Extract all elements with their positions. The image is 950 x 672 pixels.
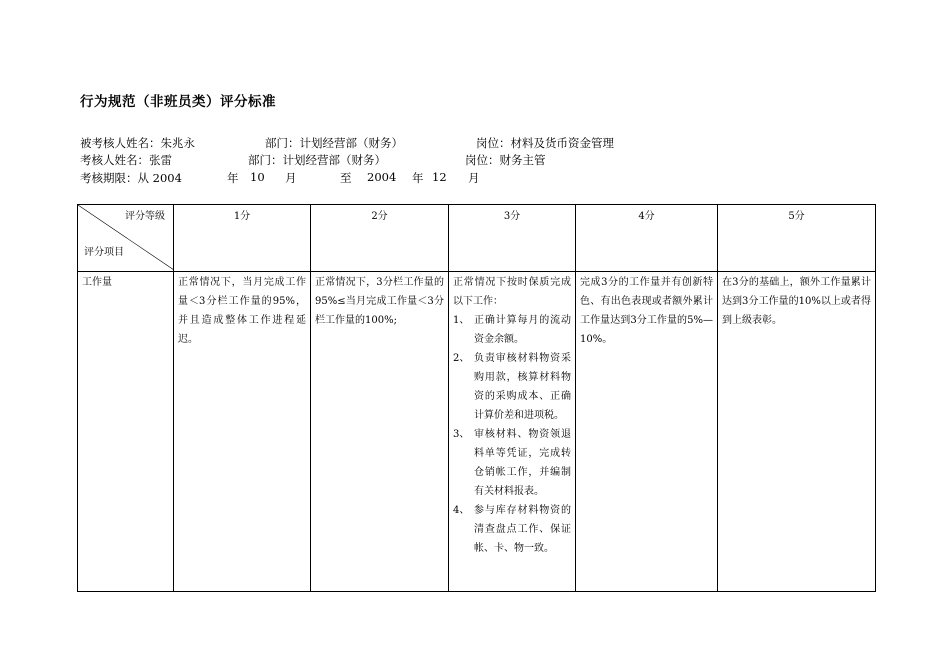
period-month-unit-1: 月	[285, 171, 297, 185]
assessee-name: 被考核人姓名：朱兆永	[80, 136, 195, 150]
list-item-text: 参与库存材料物资的清查盘点工作、保证帐、卡、物一致。	[474, 505, 571, 554]
header-score-5: 5分	[718, 205, 876, 272]
criteria-score-4: 完成3分的工作量并有创新特色、有出色表现或者额外累计工作量达到3分工作量的5%—10%。	[576, 272, 718, 592]
list-item-number: 1、	[453, 315, 470, 326]
table-corner-cell	[78, 205, 174, 272]
criteria-score-5: 在3分的基础上，额外工作量累计达到3分工作量的10%以上或者得到上级表彰。	[718, 272, 876, 592]
criteria-score-3-list	[453, 311, 571, 558]
assessor-department: 部门：计划经营部（财务）	[248, 153, 386, 167]
table-row	[78, 272, 876, 592]
period-start-year: 考核期限：从 2004	[80, 171, 182, 185]
list-item-text: 负责审核材料物资采购用款，核算材料物资的采购成本、正确计算价差和进项税。	[474, 353, 571, 421]
assessee-department: 部门：计划经营部（财务）	[265, 136, 403, 150]
period-month-unit-2: 月	[468, 171, 480, 185]
list-item-number: 4、	[453, 505, 470, 516]
header-score-1: 1分	[174, 205, 311, 272]
page-title: 行为规范（非班员类）评分标准	[80, 94, 276, 110]
assessor-post: 岗位：财务主管	[465, 153, 546, 167]
corner-score-level-label: 评分等级	[125, 211, 165, 222]
period-to: 至	[340, 171, 352, 185]
period-year-unit-1: 年	[227, 171, 239, 185]
row-label-workload: 工作量	[78, 272, 174, 592]
period-start-month: 10	[250, 170, 265, 184]
table-header-row	[78, 205, 876, 272]
criteria-score-1: 正常情况下，当月完成工作量＜3分栏工作量的95%，并且造成整体工作进程延迟。	[174, 272, 311, 592]
list-item-text: 正确计算每月的流动资金余额。	[474, 315, 571, 345]
criteria-score-3-intro: 正常情况下按时保质完成以下工作：	[453, 277, 571, 307]
period-year-unit-2: 年	[412, 171, 424, 185]
period-end-year: 2004	[367, 170, 397, 184]
list-item	[453, 425, 571, 501]
assessee-post: 岗位：材料及货币资金管理	[476, 136, 614, 150]
header-score-3: 3分	[449, 205, 576, 272]
header-score-2: 2分	[311, 205, 449, 272]
period-end-month: 12	[432, 170, 447, 184]
corner-score-item-label: 评分项目	[84, 247, 124, 258]
criteria-score-2: 正常情况下，3分栏工作量的95%≤当月完成工作量＜3分栏工作量的100%;	[311, 272, 449, 592]
assessor-name: 考核人姓名：张雷	[80, 153, 172, 167]
criteria-score-3	[449, 272, 576, 592]
list-item-text: 审核材料、物资领退料单等凭证，完成转仓销帐工作，并编制有关材料报表。	[474, 429, 571, 497]
list-item-number: 3、	[453, 429, 470, 440]
scoring-table	[77, 204, 876, 592]
list-item-number: 2、	[453, 353, 470, 364]
list-item	[453, 501, 571, 558]
list-item	[453, 349, 571, 425]
list-item	[453, 311, 571, 349]
header-score-4: 4分	[576, 205, 718, 272]
